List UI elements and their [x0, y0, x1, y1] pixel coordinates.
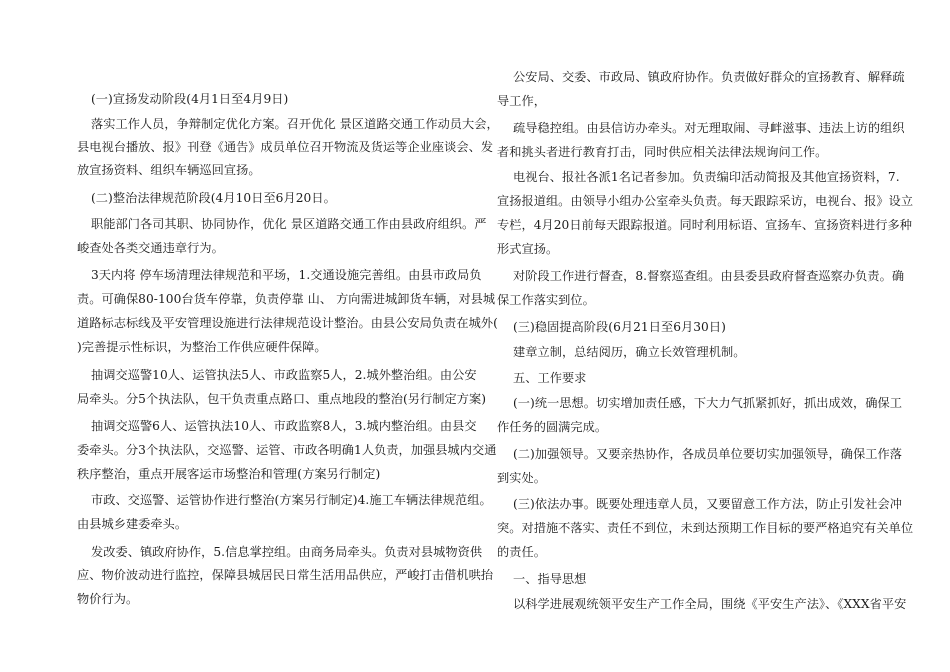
paragraph-line: (三)依法办事。既要处理违章人员，又要留意工作方法，防止引发社会冲: [513, 497, 902, 511]
paragraph-line: 以科学进展观统领平安生产工作全局，围绕《平安生产法》、《XXX省平安: [513, 597, 907, 611]
paragraph-line: 发改委、镇政府协作，5.信息掌控组。由商务局牵头。负责对县城物资供: [91, 545, 483, 559]
paragraph-line: 由县城乡建委牵头。: [77, 517, 188, 531]
paragraph-line: 放宣扬资料、组织车辆巡回宣扬。: [77, 163, 261, 177]
paragraph-line: 的责任。: [497, 545, 546, 559]
paragraph-line: 者和挑头者进行教育打击，同时供应相关法律法规询问工作。: [497, 145, 828, 159]
paragraph-line: 作任务的圆满完成。: [497, 420, 608, 434]
paragraph-line: 落实工作人员，争辩制定优化方案。召开优化 景区道路交通工作动员大会，: [91, 117, 499, 131]
paragraph-line: 道路标志标线及平安管理设施进行法律规范设计整治。由县公安局负责在城外(: [77, 316, 498, 330]
paragraph-line: (二)加强领导。又要亲热协作，各成员单位要切实加强领导，确保工作落: [513, 447, 902, 461]
paragraph-line: 抽调交巡警10人、运管执法5人、市政监察5人，2.城外整治组。由公安: [91, 368, 477, 382]
paragraph-line: 保工作落实到位。: [497, 293, 595, 307]
paragraph-line: 导工作，: [497, 94, 546, 108]
paragraph-line: 突。对措施不落实、责任不到位，未到达预期工作目标的要严格追究有关单位: [497, 521, 914, 535]
paragraph-line: 公安局、交委、市政局、镇政府协作。负责做好群众的宣扬教育、解释疏: [513, 70, 905, 84]
paragraph-line: 3天内将 停车场清理法律规范和平场，1.交通设施完善组。由县市政局负: [91, 268, 482, 282]
paragraph-line: 职能部门各司其职、协同协作，优化 景区道路交通工作由县政府组织。严: [91, 217, 487, 231]
paragraph-line: 疏导稳控组。由县信访办牵头。对无理取闹、寻衅滋事、违法上访的组织: [513, 121, 905, 135]
paragraph-line: 电视台、报社各派1名记者参加。负责编印活动简报及其他宣扬资料，7.: [513, 170, 900, 184]
paragraph-line: 峻查处各类交通违章行为。: [77, 241, 224, 255]
section-heading-work-requirements: 五、工作要求: [513, 371, 587, 385]
section-heading-consolidation-phase: (三)稳固提高阶段(6月21日至6月30日): [513, 320, 726, 334]
paragraph-line: )完善提示性标识，为整治工作供应硬件保障。: [77, 340, 327, 354]
section-heading-publicity-phase: (一)宣扬发动阶段(4月1日至4月9日): [91, 92, 289, 106]
paragraph-line: 委牵头。分3个执法队，交巡警、运管、市政各明确1人负责，加强县城内交通: [77, 443, 497, 457]
paragraph-line: 专栏，4月20日前每天跟踪报道。同时利用标语、宣扬车、宣扬资料进行多种: [497, 218, 913, 232]
paragraph-line: (一)统一思想。切实增加责任感，下大力气抓紧抓好，抓出成效，确保工: [513, 396, 902, 410]
paragraph-line: 应、物价波动进行监控，保障县城居民日常生活用品供应，严峻打击借机哄抬: [77, 568, 494, 582]
section-heading-guiding-ideology: 一、指导思想: [513, 572, 587, 586]
paragraph-line: 形式宣扬。: [497, 242, 559, 256]
paragraph-line: 县电视台播放、报》刊登《通告》成员单位召开物流及货运等企业座谈会、发: [77, 140, 494, 154]
paragraph-line: 局牵头。分5个执法队，包干负责重点路口、重点地段的整治(另行制定方案): [77, 392, 487, 406]
paragraph-line: 秩序整治，重点开展客运市场整治和管理(方案另行制定): [77, 467, 381, 481]
paragraph-line: 建章立制，总结阅历，确立长效管理机制。: [513, 345, 746, 359]
paragraph-line: 市政、交巡警、运管协作进行整治(方案另行制定)4.施工车辆法律规范组。: [91, 493, 492, 507]
paragraph-line: 责。可确保80-100台货车停靠，负责停靠 山、 方向需进城卸货车辆，对县城: [77, 292, 496, 306]
paragraph-line: 抽调交巡警6人、运管执法10人、市政监察8人，3.城内整治组。由县交: [91, 419, 477, 433]
paragraph-line: 物价行为。: [77, 592, 139, 606]
paragraph-line: 宣扬报道组。由领导小组办公室牵头负责。每天跟踪采访，电视台、报》设立: [497, 194, 914, 208]
section-heading-rectification-phase: (二)整治法律规范阶段(4月10日至6月20日。: [91, 191, 336, 205]
paragraph-line: 到实处。: [497, 471, 546, 485]
paragraph-line: 对阶段工作进行督查，8.督察巡查组。由县委县政府督查巡察办负责。确: [513, 269, 905, 283]
